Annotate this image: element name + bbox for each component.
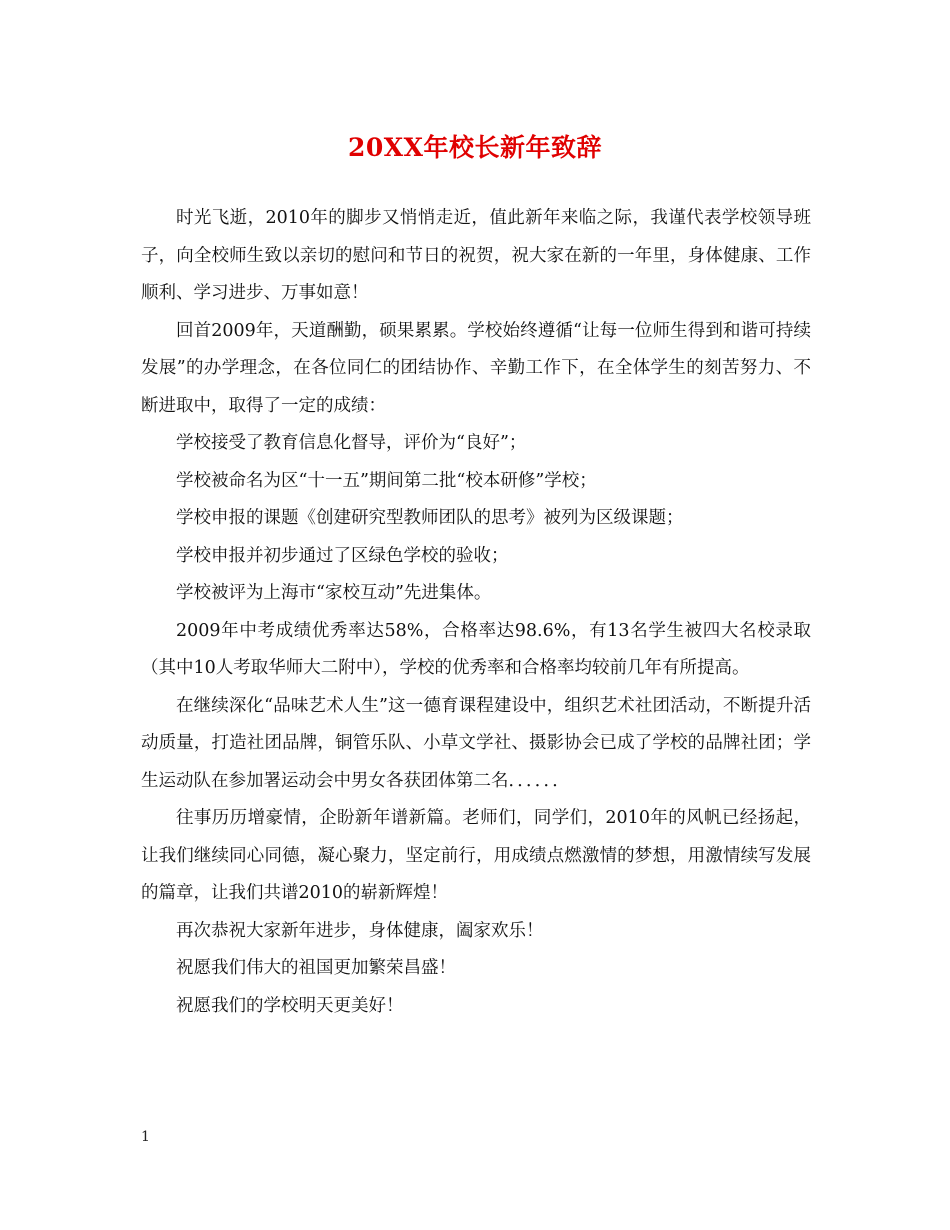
achievement-item: 学校申报的课题《创建研究型教师团队的思考》被列为区级课题； bbox=[176, 508, 684, 528]
paragraph-exam-results: 2009年中考成绩优秀率达58%，合格率达98.6%，有13名学生被四大名校录取（其中10人考取华师大二附中），学校的优秀率和合格率均较前几年有所提高。 bbox=[141, 620, 811, 678]
achievement-item: 学校被评为上海市“家校互动”先进集体。 bbox=[176, 583, 492, 603]
paragraph-outlook: 往事历历增豪情，企盼新年谱新篇。老师们，同学们，2010年的风帆已经扬起，让我们继续同心同德，凝心聚力，坚定前行，用成绩点燃激情的梦想，用激情续写发展的篇章，让我们共谱2010的崭新辉煌！ bbox=[141, 808, 811, 903]
closing-wish: 再次恭祝大家新年进步，身体健康，阖家欢乐！ bbox=[176, 920, 544, 941]
document-body bbox=[141, 200, 811, 1025]
closing-wish: 祝愿我们伟大的祖国更加繁荣昌盛！ bbox=[176, 958, 456, 978]
paragraph-review: 回首2009年，天道酬勤，硕果累累。学校始终遵循“让每一位师生得到和谐可持续发展”的办学理念，在各位同仁的团结协作、辛勤工作下，在全体学生的刻苦努力、不断进取中，取得了一定的成绩： bbox=[141, 320, 811, 416]
closing-wish: 祝愿我们的学校明天更美好！ bbox=[176, 995, 404, 1016]
paragraph-arts-activities: 在继续深化“品味艺术人生”这一德育课程建设中，组织艺术社团活动，不断提升活动质量，打造社团品牌，铜管乐队、小草文学社、摄影协会已成了学校的品牌社团；学生运动队在参加署运动会中男女各获团体第二名．．．．．． bbox=[141, 695, 811, 791]
achievement-item: 学校接受了教育信息化督导，评价为“良好”； bbox=[176, 433, 527, 453]
achievement-item: 学校申报并初步通过了区绿色学校的验收； bbox=[176, 545, 509, 566]
page-number: 1 bbox=[141, 1129, 150, 1145]
document-title: 20XX年校长新年致辞 bbox=[347, 133, 603, 162]
achievement-item: 学校被命名为区“十一五”期间第二批“校本研修”学校； bbox=[176, 470, 597, 491]
paragraph-intro: 时光飞逝，2010年的脚步又悄悄走近，值此新年来临之际，我谨代表学校领导班子，向全校师生致以亲切的慰问和节日的祝贺，祝大家在新的一年里，身体健康、工作顺利、学习进步、万事如意！ bbox=[141, 208, 811, 303]
